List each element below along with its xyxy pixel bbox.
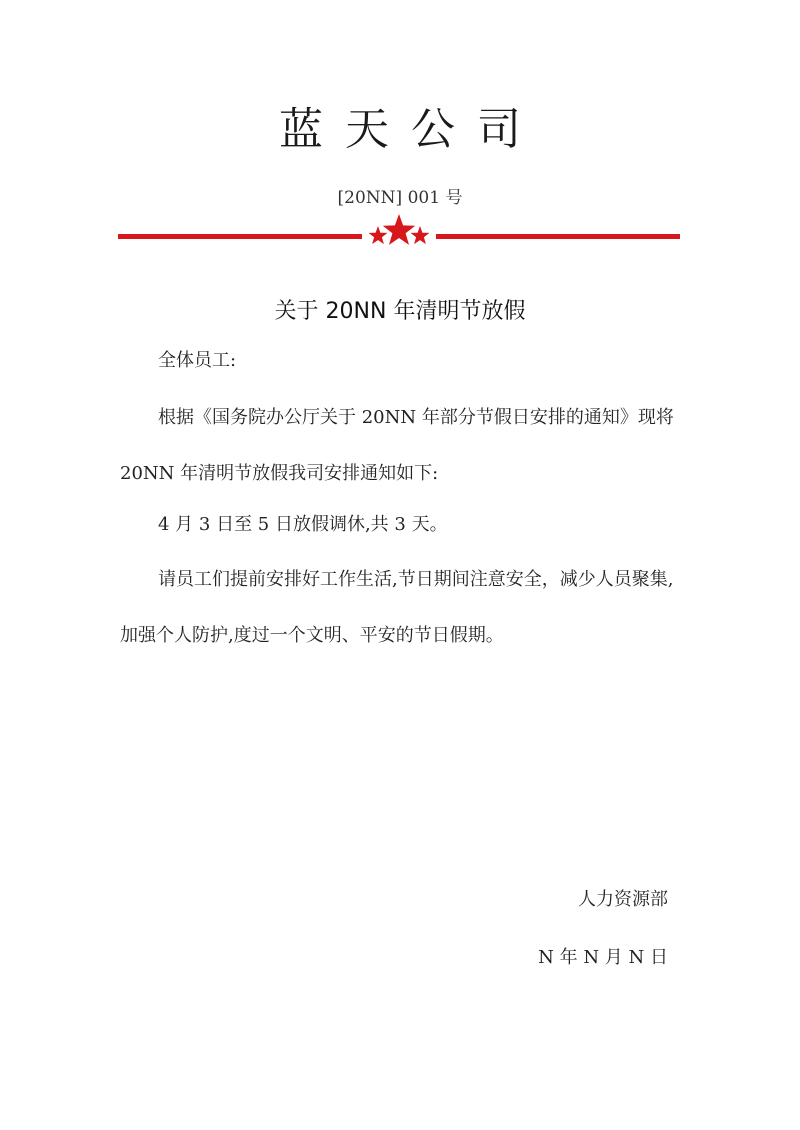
salutation: 全体员工: <box>158 350 237 371</box>
small-star-right-icon <box>411 226 430 244</box>
paragraph-reminder: 请员工们提前安排好工作生活,节日期间注意安全，减少人员聚集,加强个人防护,度过一个文明、平安的节日假期。 <box>120 569 674 646</box>
paragraph-schedule: 4 月 3 日至 5 日放假调休,共 3 天。 <box>158 514 448 535</box>
notice-title: 关于 20NN 年清明节放假 <box>274 299 526 324</box>
right-red-line <box>436 234 680 239</box>
red-divider-with-stars <box>118 212 680 252</box>
document-number: [20NN] 001 号 <box>337 188 463 208</box>
left-red-line <box>118 234 362 239</box>
paragraph-basis: 根据《国务院办公厅关于 20NN 年部分节假日安排的通知》现将 20NN 年清明节放假我司安排通知如下: <box>120 407 674 484</box>
large-star-icon <box>383 214 415 245</box>
small-star-left-icon <box>369 226 388 244</box>
company-name: 蓝天公司 <box>279 104 543 155</box>
signature-department: 人力资源部 <box>578 889 668 910</box>
signature-date: N 年 N 月 N 日 <box>538 947 668 968</box>
